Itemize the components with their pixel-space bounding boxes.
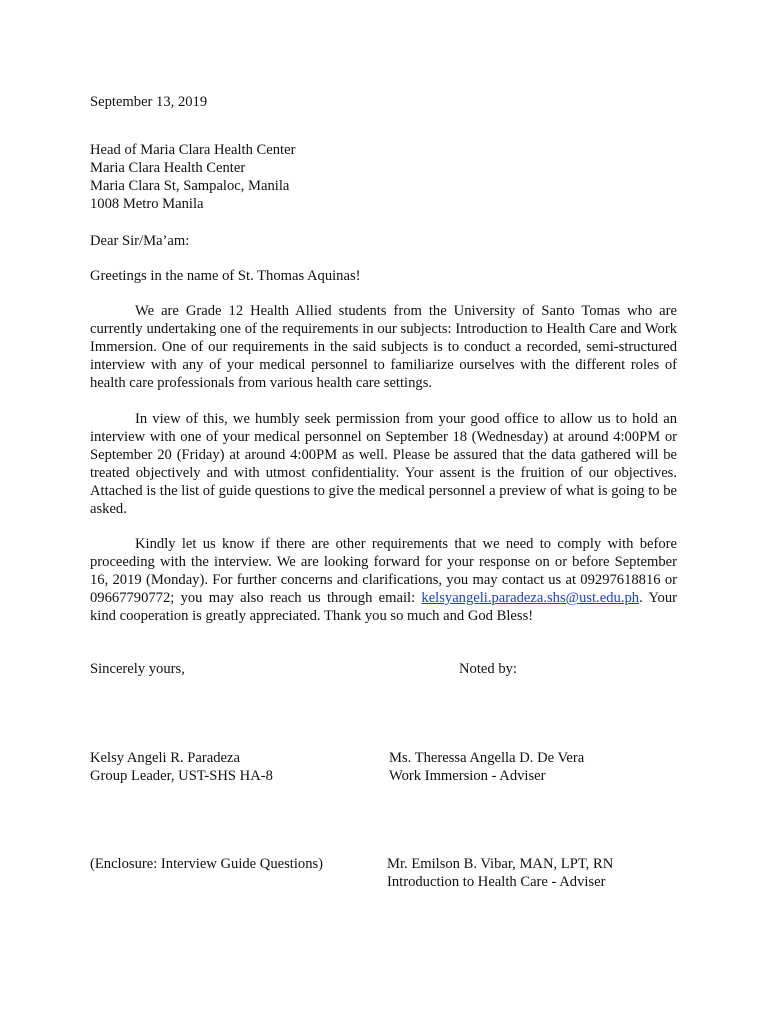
letter-date: September 13, 2019 — [90, 94, 208, 110]
greeting: Greetings in the name of St. Thomas Aquinas! — [90, 268, 361, 284]
closing: Sincerely yours, — [90, 661, 185, 677]
recipient-line-3: Maria Clara St, Sampaloc, Manila — [90, 178, 290, 194]
sender-title: Group Leader, UST-SHS HA-8 — [90, 768, 273, 784]
email-link[interactable]: kelsyangeli.paradeza.shs@ust.edu.ph — [421, 590, 640, 606]
salutation: Dear Sir/Ma’am: — [90, 233, 190, 249]
adviser1-name: Ms. Theressa Angella D. De Vera — [389, 750, 585, 766]
sender-name: Kelsy Angeli R. Paradeza — [90, 750, 240, 766]
recipient-line-1: Head of Maria Clara Health Center — [90, 142, 296, 158]
body-paragraph-2-text: In view of this, we humbly seek permission from your good office to allow us to hold an interview with one of your medical personnel on September 18 (Wednesday) at around 4:00PM or September 20 (Friday) at around 4:00PM as well. Please be assured that the data gathered will be treated objectively and with utmost confidentiality. Your assent is the fruition of our objectives. Attached is the list of guide questions to give the medical personnel a preview of what is going to be asked. — [90, 411, 677, 517]
recipient-line-4: 1008 Metro Manila — [90, 196, 204, 212]
body-paragraph-3 — [90, 535, 677, 625]
adviser2-name: Mr. Emilson B. Vibar, MAN, LPT, RN — [387, 856, 614, 872]
body-paragraph-3-text-after: . Your kind cooperation is greatly appreciated. Thank you so much and God Bless! — [90, 590, 677, 624]
body-paragraph-1-text: We are Grade 12 Health Allied students from the University of Santo Tomas who are currently undertaking one of the requirements in our subjects: Introduction to Health Care and Work Immersion. One of our requirements in the said subjects is to conduct a recorded, semi-structured interview with any of your medical personnel to familiarize ourselves with the different roles of health care professionals from various health care settings. — [90, 303, 677, 391]
body-paragraph-2 — [90, 410, 677, 518]
body-paragraph-3-text-before: Kindly let us know if there are other requirements that we need to comply with before proceeding with the interview. We are looking forward for your response on or before September 16, 2019 (Monday). For further concerns and clarifications, you may contact us at 09297618816 or 09667790772; you may also reach us through email: — [90, 536, 677, 606]
body-paragraph-1 — [90, 302, 677, 392]
recipient-line-2: Maria Clara Health Center — [90, 160, 246, 176]
adviser2-title: Introduction to Health Care - Adviser — [387, 874, 606, 890]
noted-by-label: Noted by: — [459, 661, 517, 677]
enclosure-note: (Enclosure: Interview Guide Questions) — [90, 856, 324, 872]
adviser1-title: Work Immersion - Adviser — [389, 768, 546, 784]
